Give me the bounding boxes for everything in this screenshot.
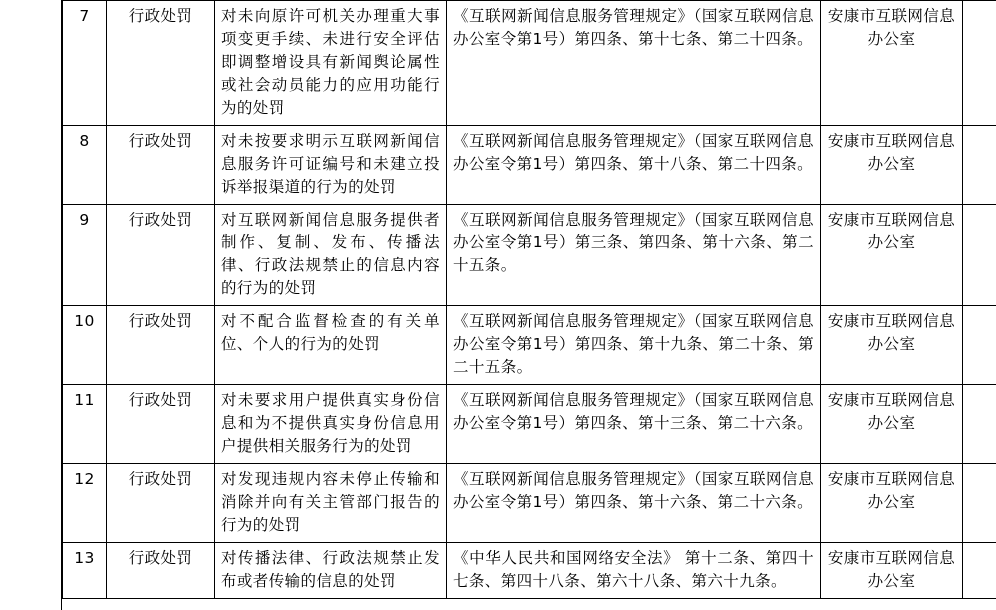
row-type: 行政处罚 bbox=[107, 125, 215, 204]
row-item: 对不配合监督检查的有关单位、个人的行为的处罚 bbox=[215, 306, 447, 385]
row-spacer bbox=[963, 463, 996, 542]
row-organization: 安康市互联网信息办公室 bbox=[821, 542, 963, 598]
row-item: 对互联网新闻信息服务提供者制作、复制、发布、传播法律、行政法规禁止的信息内容的行为的处罚 bbox=[215, 204, 447, 306]
row-index: 13 bbox=[63, 542, 107, 598]
table-row bbox=[63, 542, 996, 598]
table-row bbox=[63, 1, 996, 126]
row-spacer bbox=[963, 306, 996, 385]
row-organization: 安康市互联网信息办公室 bbox=[821, 385, 963, 464]
row-item: 对未要求用户提供真实身份信息和为不提供真实身份信息用户提供相关服务行为的处罚 bbox=[215, 385, 447, 464]
row-organization: 安康市互联网信息办公室 bbox=[821, 306, 963, 385]
row-index: 12 bbox=[63, 463, 107, 542]
row-spacer bbox=[963, 385, 996, 464]
row-basis: 《互联网新闻信息服务管理规定》（国家互联网信息办公室令第1号）第四条、第十九条、第二十条、第二十五条。 bbox=[447, 306, 821, 385]
row-spacer bbox=[963, 125, 996, 204]
row-basis: 《互联网新闻信息服务管理规定》（国家互联网信息办公室令第1号）第三条、第四条、第十六条、第二十五条。 bbox=[447, 204, 821, 306]
row-type: 行政处罚 bbox=[107, 204, 215, 306]
row-type: 行政处罚 bbox=[107, 1, 215, 126]
row-item: 对传播法律、行政法规禁止发布或者传输的信息的处罚 bbox=[215, 542, 447, 598]
row-type: 行政处罚 bbox=[107, 306, 215, 385]
table-row bbox=[63, 306, 996, 385]
table-row bbox=[63, 463, 996, 542]
row-index: 9 bbox=[63, 204, 107, 306]
row-index: 10 bbox=[63, 306, 107, 385]
table-row bbox=[63, 204, 996, 306]
row-type: 行政处罚 bbox=[107, 542, 215, 598]
row-spacer bbox=[963, 204, 996, 306]
row-item: 对未向原许可机关办理重大事项变更手续、未进行安全评估即调整增设具有新闻舆论属性或社会动员能力的应用功能行为的处罚 bbox=[215, 1, 447, 126]
row-organization: 安康市互联网信息办公室 bbox=[821, 1, 963, 126]
row-basis: 《互联网新闻信息服务管理规定》（国家互联网信息办公室令第1号）第四条、第十三条、第二十六条。 bbox=[447, 385, 821, 464]
row-organization: 安康市互联网信息办公室 bbox=[821, 204, 963, 306]
row-basis: 《互联网新闻信息服务管理规定》（国家互联网信息办公室令第1号）第四条、第十八条、第二十四条。 bbox=[447, 125, 821, 204]
table-row bbox=[63, 385, 996, 464]
row-index: 8 bbox=[63, 125, 107, 204]
row-basis: 《中华人民共和国网络安全法》 第十二条、第四十七条、第四十八条、第六十八条、第六十九条。 bbox=[447, 542, 821, 598]
row-item: 对未按要求明示互联网新闻信息服务许可证编号和未建立投诉举报渠道的行为的处罚 bbox=[215, 125, 447, 204]
row-item: 对发现违规内容未停止传输和消除并向有关主管部门报告的行为的处罚 bbox=[215, 463, 447, 542]
row-spacer bbox=[963, 1, 996, 126]
row-spacer bbox=[963, 542, 996, 598]
row-index: 11 bbox=[63, 385, 107, 464]
row-basis: 《互联网新闻信息服务管理规定》（国家互联网信息办公室令第1号）第四条、第十七条、第二十四条。 bbox=[447, 1, 821, 126]
row-type: 行政处罚 bbox=[107, 385, 215, 464]
row-organization: 安康市互联网信息办公室 bbox=[821, 125, 963, 204]
table-row bbox=[63, 125, 996, 204]
row-basis: 《互联网新闻信息服务管理规定》（国家互联网信息办公室令第1号）第四条、第十六条、第二十六条。 bbox=[447, 463, 821, 542]
page-left-border bbox=[61, 0, 62, 610]
row-organization: 安康市互联网信息办公室 bbox=[821, 463, 963, 542]
table-body bbox=[63, 1, 996, 599]
row-index: 7 bbox=[63, 1, 107, 126]
row-type: 行政处罚 bbox=[107, 463, 215, 542]
administrative-penalty-table bbox=[62, 0, 996, 599]
